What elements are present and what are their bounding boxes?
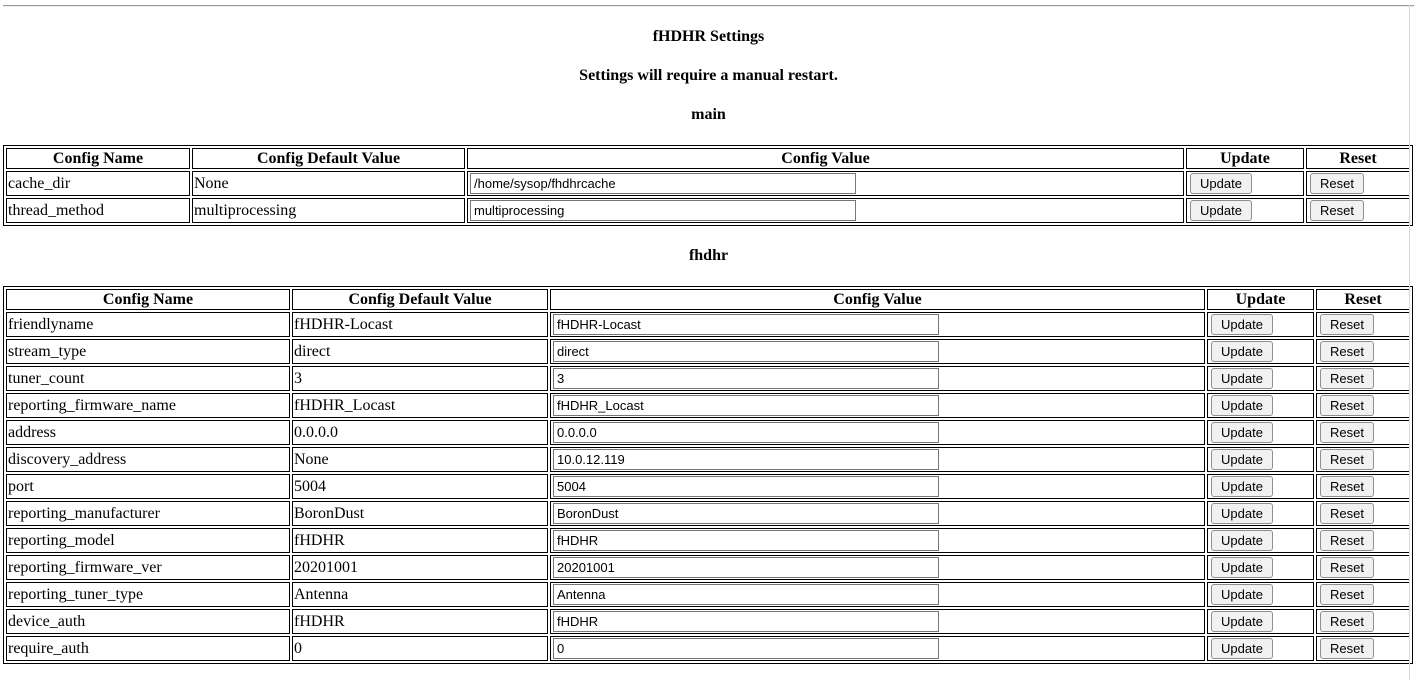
reset-cell — [1316, 339, 1410, 364]
config-table-header-row — [6, 148, 1410, 169]
reset-button[interactable]: Reset — [1320, 530, 1374, 551]
section-heading: main — [691, 106, 726, 123]
config-section — [3, 247, 1414, 664]
update-button[interactable]: Update — [1211, 449, 1273, 470]
update-button[interactable]: Update — [1211, 476, 1273, 497]
update-button[interactable]: Update — [1211, 395, 1273, 416]
restart-notice: Settings will require a manual restart. — [579, 67, 838, 84]
config-name-cell: reporting_firmware_ver — [6, 555, 290, 580]
config-value-input[interactable] — [553, 503, 939, 524]
reset-button[interactable]: Reset — [1310, 200, 1364, 221]
reset-cell — [1316, 447, 1410, 472]
update-cell — [1207, 582, 1314, 607]
config-value-cell — [550, 312, 1205, 337]
reset-button[interactable]: Reset — [1320, 449, 1374, 470]
column-header-config-value: Config Value — [467, 148, 1184, 169]
config-value-input[interactable] — [553, 395, 939, 416]
column-header-config-name: Config Name — [6, 148, 190, 169]
config-name-cell: reporting_firmware_name — [6, 393, 290, 418]
update-cell — [1207, 366, 1314, 391]
update-button[interactable]: Update — [1211, 503, 1273, 524]
reset-cell — [1316, 528, 1410, 553]
config-value-cell — [550, 393, 1205, 418]
update-cell — [1207, 420, 1314, 445]
reset-button[interactable]: Reset — [1320, 314, 1374, 335]
update-cell — [1207, 393, 1314, 418]
config-default-value-cell: 0 — [292, 636, 548, 661]
config-value-input[interactable] — [553, 368, 939, 389]
config-value-input[interactable] — [470, 173, 856, 194]
config-value-input[interactable] — [470, 200, 856, 221]
config-section — [3, 106, 1414, 226]
config-default-value-cell: fHDHR — [292, 528, 548, 553]
reset-button[interactable]: Reset — [1320, 584, 1374, 605]
config-value-cell — [550, 366, 1205, 391]
config-sections — [3, 106, 1414, 664]
column-header-update: Update — [1207, 289, 1314, 310]
update-button[interactable]: Update — [1211, 611, 1273, 632]
update-button[interactable]: Update — [1211, 530, 1273, 551]
config-value-input[interactable] — [553, 449, 939, 470]
config-value-input[interactable] — [553, 584, 939, 605]
column-header-config-default-value: Config Default Value — [192, 148, 465, 169]
config-value-cell — [550, 636, 1205, 661]
reset-cell — [1316, 555, 1410, 580]
update-cell — [1207, 312, 1314, 337]
update-cell — [1186, 171, 1304, 196]
column-header-reset: Reset — [1316, 289, 1410, 310]
config-default-value-cell: None — [292, 447, 548, 472]
update-cell — [1207, 528, 1314, 553]
reset-button[interactable]: Reset — [1320, 638, 1374, 659]
config-default-value-cell: 0.0.0.0 — [292, 420, 548, 445]
right-edge-line — [1409, 5, 1410, 680]
config-name-cell: device_auth — [6, 609, 290, 634]
config-value-cell — [550, 447, 1205, 472]
config-row — [6, 528, 1410, 553]
reset-button[interactable]: Reset — [1320, 422, 1374, 443]
update-button[interactable]: Update — [1211, 314, 1273, 335]
config-value-cell — [550, 609, 1205, 634]
config-value-input[interactable] — [553, 557, 939, 578]
config-value-cell — [467, 198, 1184, 223]
update-cell — [1207, 474, 1314, 499]
config-row — [6, 447, 1410, 472]
reset-cell — [1316, 609, 1410, 634]
update-cell — [1207, 447, 1314, 472]
reset-cell — [1316, 420, 1410, 445]
update-button[interactable]: Update — [1211, 557, 1273, 578]
config-row — [6, 636, 1410, 661]
reset-button[interactable]: Reset — [1320, 611, 1374, 632]
reset-button[interactable]: Reset — [1320, 368, 1374, 389]
config-table-header-row — [6, 289, 1410, 310]
reset-cell — [1306, 171, 1410, 196]
column-header-reset: Reset — [1306, 148, 1410, 169]
config-value-input[interactable] — [553, 476, 939, 497]
update-cell — [1207, 609, 1314, 634]
config-name-cell: cache_dir — [6, 171, 190, 196]
update-cell — [1186, 198, 1304, 223]
update-cell — [1207, 501, 1314, 526]
config-name-cell: friendlyname — [6, 312, 290, 337]
config-default-value-cell: 3 — [292, 366, 548, 391]
reset-button[interactable]: Reset — [1320, 476, 1374, 497]
config-value-input[interactable] — [553, 341, 939, 362]
config-value-cell — [550, 420, 1205, 445]
config-default-value-cell: fHDHR-Locast — [292, 312, 548, 337]
config-name-cell: discovery_address — [6, 447, 290, 472]
config-value-cell — [467, 171, 1184, 196]
config-row — [6, 474, 1410, 499]
reset-cell — [1316, 366, 1410, 391]
config-row — [6, 582, 1410, 607]
update-button[interactable]: Update — [1211, 422, 1273, 443]
config-value-input[interactable] — [553, 530, 939, 551]
top-divider — [3, 5, 1414, 7]
reset-cell — [1316, 312, 1410, 337]
config-row — [6, 339, 1410, 364]
config-name-cell: reporting_tuner_type — [6, 582, 290, 607]
config-row — [6, 501, 1410, 526]
reset-cell — [1316, 501, 1410, 526]
column-header-config-default-value: Config Default Value — [292, 289, 548, 310]
config-name-cell: reporting_model — [6, 528, 290, 553]
config-row — [6, 366, 1410, 391]
config-value-input[interactable] — [553, 314, 939, 335]
config-table — [3, 145, 1413, 226]
config-name-cell: address — [6, 420, 290, 445]
config-name-cell: port — [6, 474, 290, 499]
config-row — [6, 198, 1410, 223]
section-heading: fhdhr — [688, 247, 729, 264]
reset-cell — [1316, 393, 1410, 418]
update-button[interactable]: Update — [1190, 200, 1252, 221]
reset-button[interactable]: Reset — [1320, 395, 1374, 416]
config-value-cell — [550, 528, 1205, 553]
reset-button[interactable]: Reset — [1310, 173, 1364, 194]
reset-button[interactable]: Reset — [1320, 341, 1374, 362]
reset-button[interactable]: Reset — [1320, 557, 1374, 578]
config-value-input[interactable] — [553, 638, 939, 659]
config-row — [6, 393, 1410, 418]
config-value-input[interactable] — [553, 611, 939, 632]
config-name-cell: stream_type — [6, 339, 290, 364]
update-button[interactable]: Update — [1211, 368, 1273, 389]
settings-page — [0, 5, 1417, 664]
config-default-value-cell: fHDHR — [292, 609, 548, 634]
config-default-value-cell: multiprocessing — [192, 198, 465, 223]
config-default-value-cell: 5004 — [292, 474, 548, 499]
config-default-value-cell: Antenna — [292, 582, 548, 607]
config-row — [6, 312, 1410, 337]
update-cell — [1207, 636, 1314, 661]
config-value-cell — [550, 582, 1205, 607]
config-default-value-cell: BoronDust — [292, 501, 548, 526]
config-name-cell: thread_method — [6, 198, 190, 223]
config-value-input[interactable] — [553, 422, 939, 443]
reset-cell — [1316, 582, 1410, 607]
config-value-cell — [550, 555, 1205, 580]
update-button[interactable]: Update — [1190, 173, 1252, 194]
column-header-update: Update — [1186, 148, 1304, 169]
update-button[interactable]: Update — [1211, 638, 1273, 659]
update-button[interactable]: Update — [1211, 341, 1273, 362]
config-value-cell — [550, 339, 1205, 364]
update-button[interactable]: Update — [1211, 584, 1273, 605]
config-default-value-cell: None — [192, 171, 465, 196]
update-cell — [1207, 339, 1314, 364]
reset-cell — [1306, 198, 1410, 223]
config-name-cell: reporting_manufacturer — [6, 501, 290, 526]
config-row — [6, 609, 1410, 634]
config-default-value-cell: fHDHR_Locast — [292, 393, 548, 418]
config-name-cell: require_auth — [6, 636, 290, 661]
update-cell — [1207, 555, 1314, 580]
reset-button[interactable]: Reset — [1320, 503, 1374, 524]
config-row — [6, 420, 1410, 445]
config-row — [6, 555, 1410, 580]
config-row — [6, 171, 1410, 196]
reset-cell — [1316, 636, 1410, 661]
config-value-cell — [550, 501, 1205, 526]
config-name-cell: tuner_count — [6, 366, 290, 391]
config-default-value-cell: 20201001 — [292, 555, 548, 580]
page-title: fHDHR Settings — [652, 28, 765, 45]
config-table — [3, 286, 1413, 664]
column-header-config-name: Config Name — [6, 289, 290, 310]
config-default-value-cell: direct — [292, 339, 548, 364]
reset-cell — [1316, 474, 1410, 499]
column-header-config-value: Config Value — [550, 289, 1205, 310]
config-value-cell — [550, 474, 1205, 499]
